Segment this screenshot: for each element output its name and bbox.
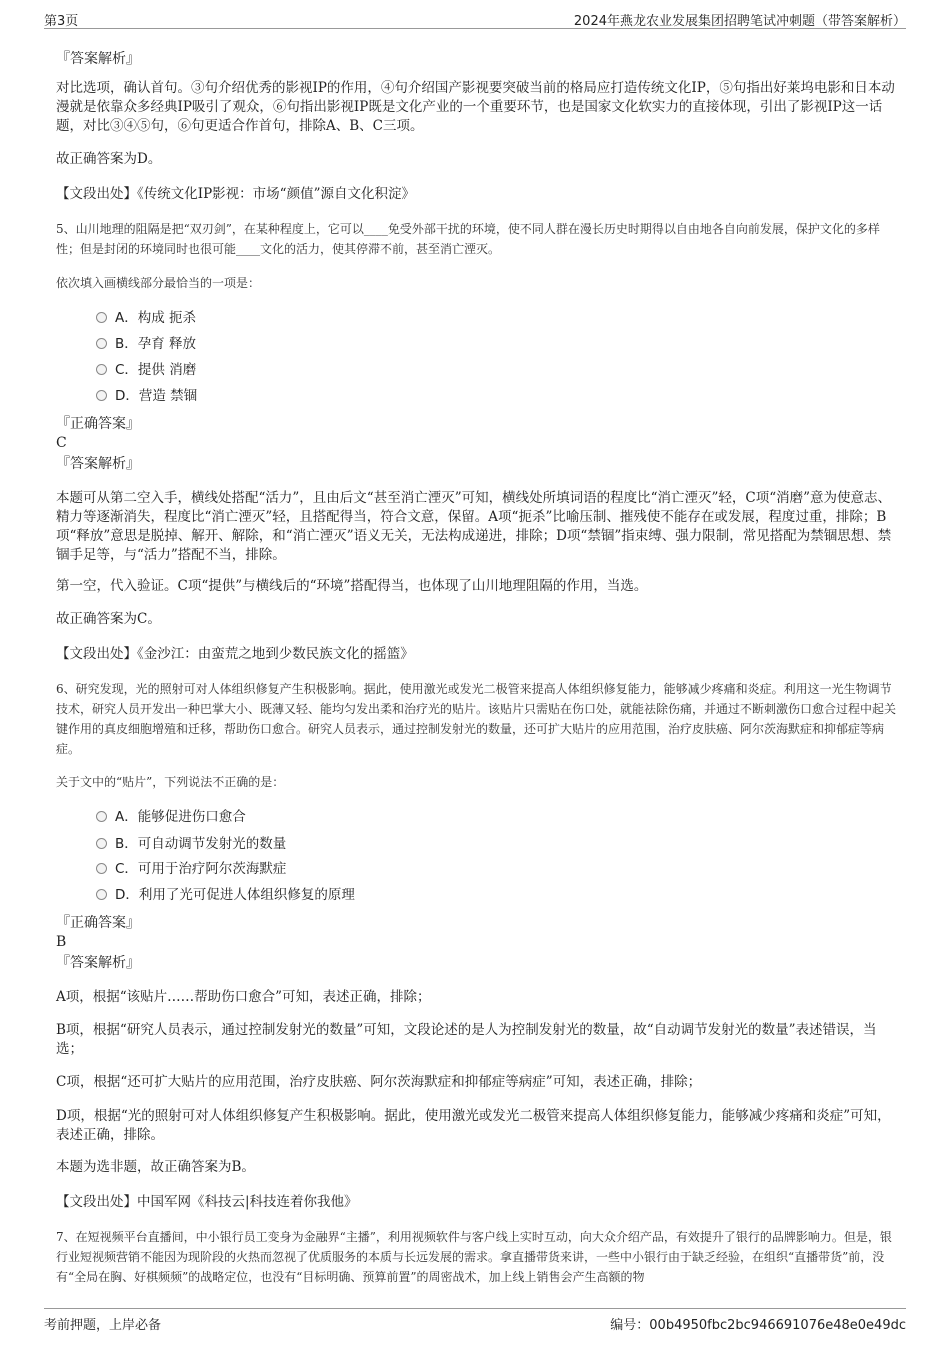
q5-option-c[interactable]: C．提供 消磨 (96, 361, 196, 379)
page-footer (44, 1308, 906, 1333)
radio-icon[interactable] (96, 863, 107, 874)
q6-analysis-a: A项，根据“该贴片……帮助伤口愈合”可知，表述正确，排除； (56, 989, 431, 1005)
radio-icon[interactable] (96, 338, 107, 349)
q5-analysis-label: 『答案解析』 (56, 456, 140, 472)
q6-option-c[interactable]: C．可用于治疗阿尔茨海默症 (96, 860, 286, 878)
q4-analysis-paragraph: 对比选项，确认首句。③句介绍优秀的影视IP的作用，④句介绍国产影视要突破当前的格局应打造传统文化IP，⑤句指出好莱坞电影和日本动漫就是依靠众多经典IP吸引了观众，⑥句指出影视IP既是文化产业的一个重要环节，也是国家文化软实力的直接体现，引出了影视IP这一话题，对比③④⑤句，⑥句更适合作首句，排除A、B、C三项。 (56, 80, 895, 134)
radio-icon[interactable] (96, 390, 107, 401)
radio-icon[interactable] (96, 838, 107, 849)
q5-correct-answer: C (56, 435, 67, 451)
q6-correct-answer: B (56, 934, 67, 950)
q5-option-d[interactable]: D．营造 禁锢 (96, 387, 197, 405)
q6-conclusion: 本题为选非题，故正确答案为B。 (56, 1159, 255, 1175)
q5-correct-label: 『正确答案』 (56, 416, 140, 432)
page-header (44, 8, 906, 29)
q5-analysis-paragraph-2: 第一空，代入验证。C项“提供”与横线后的“环境”搭配得当，也体现了山川地理阻隔的作用，当选。 (56, 578, 648, 594)
q6-analysis-b: B项，根据“研究人员表示，通过控制发射光的数量”可知，文段论述的是人为控制发射光的数量，故“自动调节发射光的数量”表述错误，当选； (56, 1022, 877, 1057)
q4-analysis-label: 『答案解析』 (56, 51, 140, 67)
q4-source: 【文段出处】《传统文化IP影视：市场“颜值”源自文化积淀》 (56, 186, 415, 202)
q4-conclusion: 故正确答案为D。 (56, 151, 162, 167)
q6-option-a[interactable]: A．能够促进伤口愈合 (96, 808, 246, 826)
footer-slogan: 考前押题，上岸必备 (44, 1318, 162, 1333)
document-id: 编号：00b4950fbc2bc946691076e48e0e49dc (610, 1318, 906, 1333)
q5-option-a[interactable]: A．构成 扼杀 (96, 309, 196, 327)
q6-analysis-label: 『答案解析』 (56, 955, 140, 971)
q5-conclusion: 故正确答案为C。 (56, 611, 161, 627)
q6-option-d[interactable]: D．利用了光可促进人体组织修复的原理 (96, 886, 355, 904)
q6-stem: 6、研究发现，光的照射可对人体组织修复产生积极影响。据此，使用激光或发光二极管来提高人体组织修复能力，能够减少疼痛和炎症。利用这一光生物调节技术，研究人员开发出一种巴掌大小、既薄又轻、能均匀发出柔和治疗光的贴片。该贴片只需贴在伤口处，就能祛除伤痛，并通过不断刺激伤口愈合过程中起关键作用的真皮细胞增殖和迁移，帮助伤口愈合。研究人员表示，通过控制发射光的数量，还可扩大贴片的应用范围，治疗皮肤癌、阿尔茨海默症和抑郁症等病症。 (56, 682, 897, 756)
q6-analysis-c: C项，根据“还可扩大贴片的应用范围，治疗皮肤癌、阿尔茨海默症和抑郁症等病症”可知，表述正确，排除； (56, 1074, 702, 1090)
radio-icon[interactable] (96, 811, 107, 822)
page-number: 第3页 (44, 14, 79, 29)
q5-stem: 5、山川地理的阻隔是把“双刃剑”，在某种程度上，它可以____免受外部干扰的环境，使不同人群在漫长历史时期得以自由地各自向前发展，保护文化的多样性；但是封闭的环境同时也很可能____文化的活力，使其停滞不前，甚至消亡湮灭。 (56, 222, 880, 256)
q6-correct-label: 『正确答案』 (56, 915, 140, 931)
q5-prompt: 依次填入画横线部分最恰当的一项是： (56, 276, 261, 290)
radio-icon[interactable] (96, 312, 107, 323)
q6-analysis-d: D项，根据“光的照射可对人体组织修复产生积极影响。据此，使用激光或发光二极管来提高人体组织修复能力，能够减少疼痛和炎症”可知，表述正确，排除。 (56, 1108, 891, 1143)
q7-stem: 7、在短视频平台直播间，中小银行员工变身为金融界“主播”，利用视频软件与客户线上实时互动，向大众介绍产品，有效提升了银行的品牌影响力。但是，银行业短视频营销不能因为现阶段的火热而忽视了优质服务的本质与长远发展的需求。拿直播带货来讲，一些中小银行由于缺乏经验，在组织“直播带货”前，没有“全局在胸、好棋频频”的战略定位，也没有“目标明确、预算前置”的周密战术，加上线上销售会产生高额的物 (56, 1230, 892, 1284)
q5-analysis-paragraph: 本题可从第二空入手，横线处搭配“活力”，且由后文“甚至消亡湮灭”可知，横线处所填词语的程度比“消亡湮灭”轻，C项“消磨”意为使意志、精力等逐渐消失，程度比“消亡湮灭”轻，且搭配得当，符合文意，保留。A项“扼杀”比喻压制、摧残使不能存在或发展，程度过重，排除；B项“释放”意思是脱掉、解开、解除，和“消亡湮灭”语义无关，无法构成递进，排除；D项“禁锢”指束缚、强力限制，常见搭配为禁锢思想、禁锢手足等，与“活力”搭配不当，排除。 (56, 490, 892, 563)
radio-icon[interactable] (96, 889, 107, 900)
q6-source: 【文段出处】中国军网《科技云|科技连着你我他》 (56, 1194, 358, 1210)
q6-option-b[interactable]: B．可自动调节发射光的数量 (96, 835, 286, 853)
document-title: 2024年燕龙农业发展集团招聘笔试冲刺题（带答案解析） (573, 14, 906, 29)
q6-prompt: 关于文中的“贴片”，下列说法不正确的是： (56, 775, 285, 789)
radio-icon[interactable] (96, 364, 107, 375)
q5-source: 【文段出处】《金沙江：由蛮荒之地到少数民族文化的摇篮》 (56, 646, 414, 662)
q5-option-b[interactable]: B．孕育 释放 (96, 335, 196, 353)
